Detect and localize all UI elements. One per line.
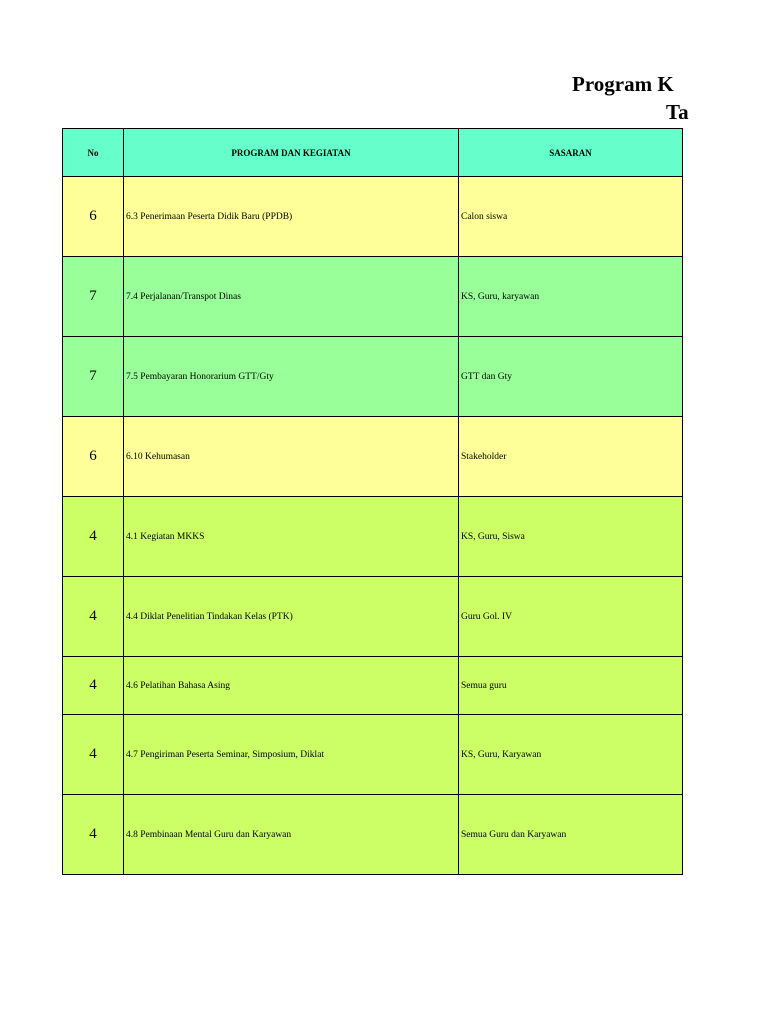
- row-no: 6: [63, 417, 124, 497]
- row-program: 7.5 Pembayaran Honorarium GTT/Gty: [124, 337, 459, 417]
- table-header-row: [63, 129, 683, 177]
- table-row: [63, 577, 683, 657]
- document-title: Program K: [572, 72, 674, 96]
- row-no: 4: [63, 715, 124, 795]
- row-no: 4: [63, 657, 124, 715]
- row-sasaran: KS, Guru, Siswa: [459, 497, 683, 577]
- row-program: 6.10 Kehumasan: [124, 417, 459, 497]
- table-row: [63, 657, 683, 715]
- table-row: [63, 795, 683, 875]
- table-row: [63, 715, 683, 795]
- row-no: 4: [63, 497, 124, 577]
- row-program: 6.3 Penerimaan Peserta Didik Baru (PPDB): [124, 177, 459, 257]
- row-program: 4.4 Diklat Penelitian Tindakan Kelas (PTK): [124, 577, 459, 657]
- row-no: 7: [63, 337, 124, 417]
- row-sasaran: Calon siswa: [459, 177, 683, 257]
- row-program: 4.8 Pembinaan Mental Guru dan Karyawan: [124, 795, 459, 875]
- row-sasaran: KS, Guru, Karyawan: [459, 715, 683, 795]
- document-subtitle: Ta: [666, 100, 689, 124]
- row-no: 4: [63, 577, 124, 657]
- table-row: [63, 417, 683, 497]
- row-no: 6: [63, 177, 124, 257]
- header-no: No: [63, 129, 124, 177]
- table-row: [63, 497, 683, 577]
- row-no: 4: [63, 795, 124, 875]
- header-program: PROGRAM DAN KEGIATAN: [124, 129, 459, 177]
- table-row: [63, 337, 683, 417]
- program-table: [62, 128, 683, 875]
- table-row: [63, 257, 683, 337]
- row-sasaran: GTT dan Gty: [459, 337, 683, 417]
- row-program: 4.6 Pelatihan Bahasa Asing: [124, 657, 459, 715]
- row-sasaran: KS, Guru, karyawan: [459, 257, 683, 337]
- row-sasaran: Stakeholder: [459, 417, 683, 497]
- header-sasaran: SASARAN: [459, 129, 683, 177]
- row-sasaran: Semua guru: [459, 657, 683, 715]
- row-program: 4.1 Kegiatan MKKS: [124, 497, 459, 577]
- table-row: [63, 177, 683, 257]
- row-sasaran: Guru Gol. IV: [459, 577, 683, 657]
- row-program: 7.4 Perjalanan/Transpot Dinas: [124, 257, 459, 337]
- row-sasaran: Semua Guru dan Karyawan: [459, 795, 683, 875]
- row-no: 7: [63, 257, 124, 337]
- row-program: 4.7 Pengiriman Peserta Seminar, Simposium, Diklat: [124, 715, 459, 795]
